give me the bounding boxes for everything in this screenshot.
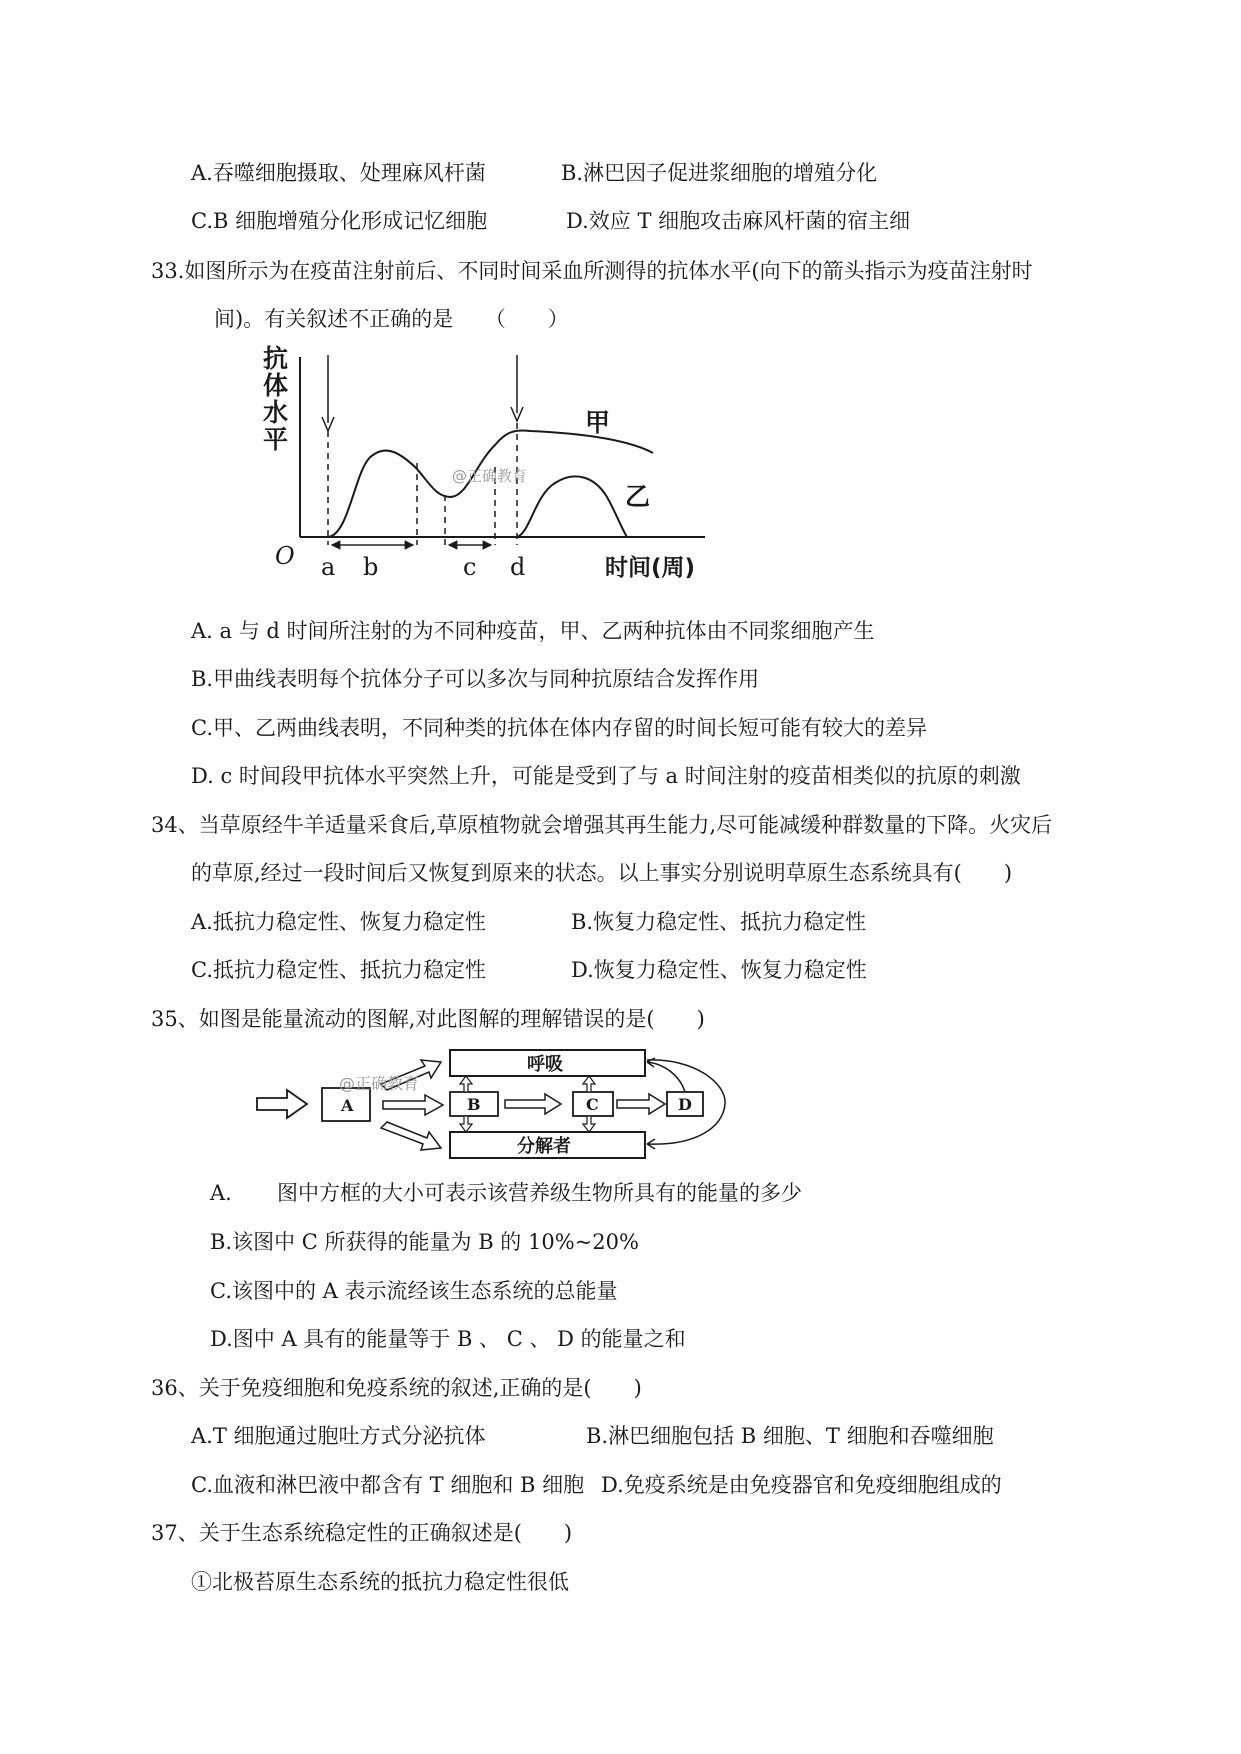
sunlight-arrow — [257, 1090, 307, 1118]
q32-option-b: B.淋巴因子促进浆细胞的增殖分化 — [561, 161, 878, 185]
x-axis-label: 时间(周) — [605, 555, 696, 581]
q33-stem-line2: 间)。有关叙述不正确的是 （ ） — [214, 307, 569, 331]
antibody-level-chart — [255, 345, 725, 590]
curve-yi — [517, 476, 627, 537]
q32-option-a: A.吞噬细胞摄取、处理麻风杆菌 — [191, 161, 486, 185]
q32-option-c: C.B 细胞增殖分化形成记忆细胞 — [191, 209, 488, 233]
q36-option-c: C.血液和淋巴液中都含有 T 细胞和 B 细胞 — [191, 1473, 585, 1497]
q32-option-d: D.效应 T 细胞攻击麻风杆菌的宿主细 — [566, 209, 911, 233]
q36-option-a: A.T 细胞通过胞吐方式分泌抗体 — [191, 1424, 486, 1448]
point-label-b: b — [363, 553, 379, 581]
node-b-label: B — [467, 1095, 481, 1114]
q35-option-b: B.该图中 C 所获得的能量为 B 的 10%~20% — [210, 1230, 639, 1254]
decomposer-label: 分解者 — [517, 1136, 571, 1157]
q35-option-a-label: A. — [210, 1181, 232, 1205]
diagram-watermark: @正确教育 — [339, 1074, 420, 1093]
q37-item-1: ①北极苔原生态系统的抵抗力稳定性很低 — [191, 1570, 569, 1594]
y-axis-label-4: 平 — [263, 425, 289, 454]
q34-option-a: A.抵抗力稳定性、恢复力稳定性 — [191, 910, 486, 934]
respiration-label: 呼吸 — [527, 1054, 563, 1075]
point-label-c: c — [463, 553, 477, 581]
q34-stem-line1: 34、当草原经牛羊适量采食后,草原植物就会增强其再生能力,尽可能减缓种群数量的下降。火灾后 — [151, 813, 1053, 837]
q36-option-b: B.淋巴细胞包括 B 细胞、T 细胞和吞噬细胞 — [586, 1424, 994, 1448]
point-label-d: d — [510, 553, 526, 581]
q34-option-b: B.恢复力稳定性、抵抗力稳定性 — [571, 910, 867, 934]
q33-option-d: D. c 时间段甲抗体水平突然上升，可能是受到了与 a 时间注射的疫苗相类似的抗原的刺激 — [191, 764, 1021, 788]
q34-option-c: C.抵抗力稳定性、抵抗力稳定性 — [191, 958, 486, 982]
series-label-yi: 乙 — [625, 482, 651, 511]
point-label-a: a — [321, 553, 336, 581]
q34-stem-line2: 的草原,经过一段时间后又恢复到原来的状态。以上事实分别说明草原生态系统具有( ) — [191, 861, 1013, 885]
q33-stem-line1: 33.如图所示为在疫苗注射前后、不同时间采血所测得的抗体水平(向下的箭头指示为疫苗注射时 — [151, 259, 1033, 283]
y-axis-label-2: 体 — [263, 371, 289, 400]
energy-flow-diagram — [255, 1046, 735, 1171]
q35-option-d: D.图中 A 具有的能量等于 B 、 C 、 D 的能量之和 — [210, 1327, 686, 1351]
q36-option-d: D.免疫系统是由免疫器官和免疫细胞组成的 — [601, 1473, 1002, 1497]
q33-option-b: B.甲曲线表明每个抗体分子可以多次与同种抗原结合发挥作用 — [191, 667, 760, 691]
node-a-label: A — [341, 1096, 354, 1115]
watermark: @正确教育 — [452, 467, 528, 485]
q37-stem: 37、关于生态系统稳定性的正确叙述是( ) — [151, 1521, 573, 1545]
q33-option-a: A. a 与 d 时间所注射的为不同种疫苗，甲、乙两种抗体由不同浆细胞产生 — [191, 619, 875, 643]
series-label-jia: 甲 — [585, 408, 611, 437]
node-d-label: D — [678, 1095, 692, 1114]
y-axis-label-3: 水 — [263, 398, 289, 427]
q35-option-a-text: 图中方框的大小可表示该营养级生物所具有的能量的多少 — [277, 1181, 802, 1205]
q34-option-d: D.恢复力稳定性、恢复力稳定性 — [571, 958, 867, 982]
q36-stem: 36、关于免疫细胞和免疫系统的叙述,正确的是( ) — [151, 1376, 642, 1400]
q35-option-c: C.该图中的 A 表示流经该生态系统的总能量 — [210, 1279, 618, 1303]
origin-label: O — [275, 542, 295, 570]
y-axis-label-1: 抗 — [263, 345, 289, 373]
q35-stem: 35、如图是能量流动的图解,对此图解的理解错误的是( ) — [151, 1007, 705, 1031]
q33-option-c: C.甲、乙两曲线表明，不同种类的抗体在体内存留的时间长短可能有较大的差异 — [191, 716, 927, 740]
node-c-label: C — [586, 1095, 599, 1114]
